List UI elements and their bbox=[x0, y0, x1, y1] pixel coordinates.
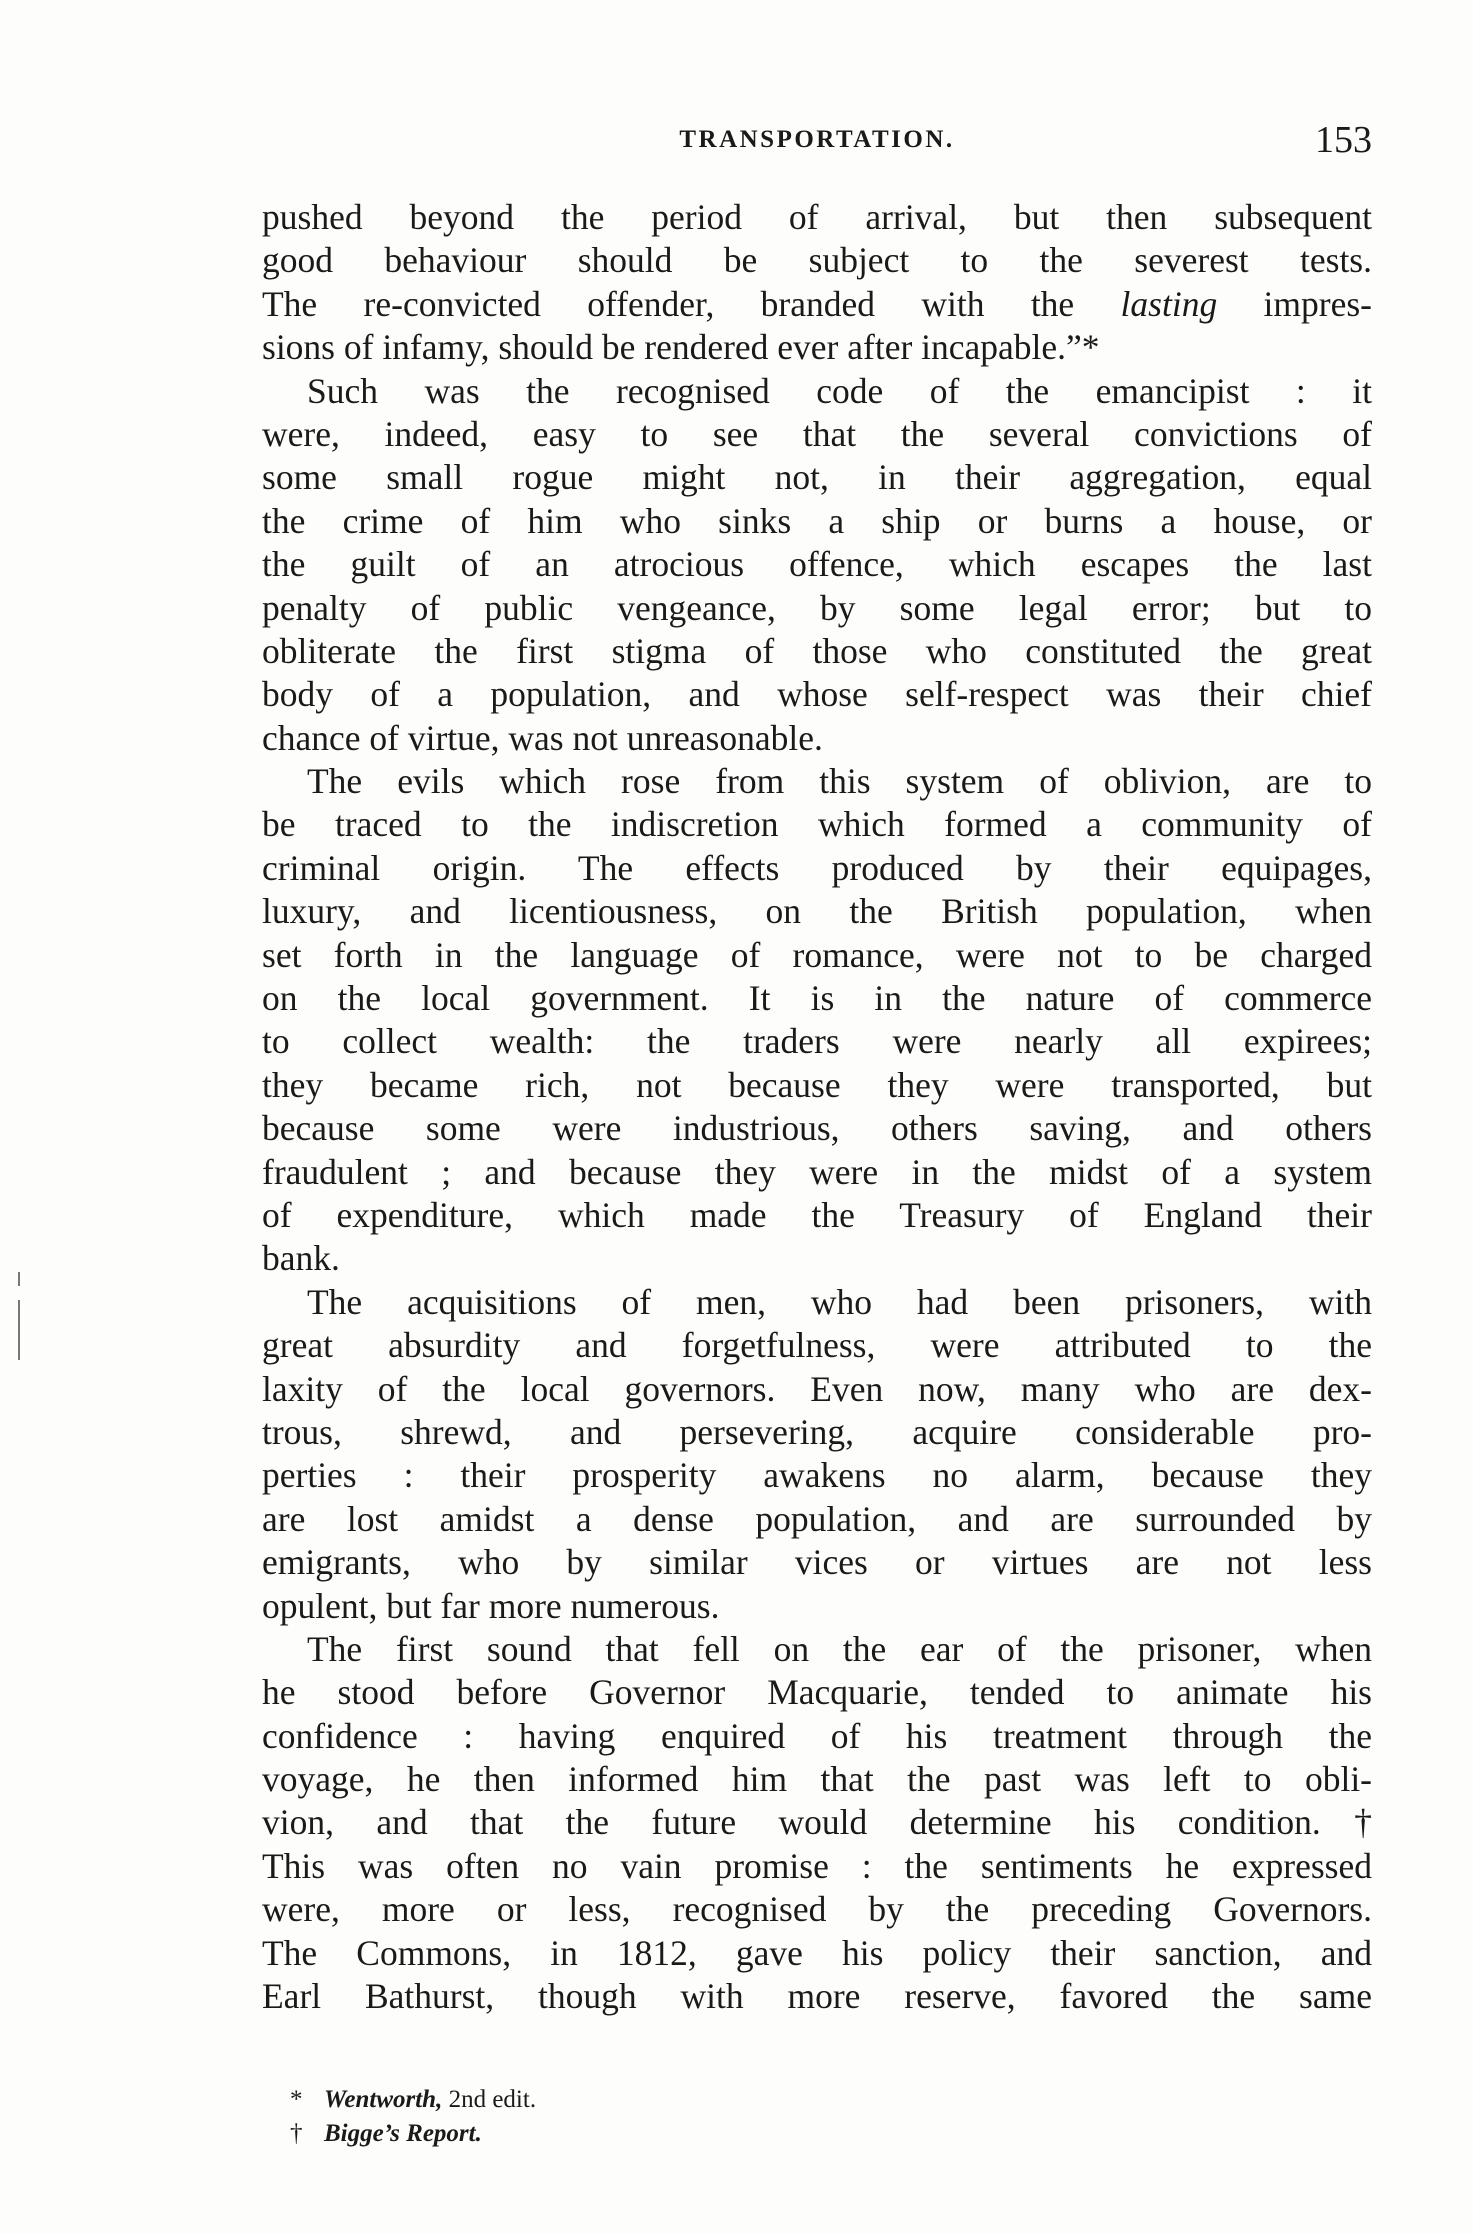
text-line: The acquisitions of men, who had been prisoners, with bbox=[307, 1281, 1372, 1322]
text-line: trous, shrewd, and persevering, acquire considerable pro- bbox=[262, 1411, 1372, 1452]
footnote bbox=[290, 2083, 1090, 2117]
text-line: were, more or less, recognised by the preceding Governors. bbox=[262, 1889, 1372, 1930]
footnote bbox=[290, 2117, 1090, 2151]
text-line: perties : their prosperity awakens no alarm, because they bbox=[262, 1455, 1372, 1496]
margin-mark bbox=[18, 1272, 20, 1286]
text-line: voyage, he then informed him that the past was left to obli- bbox=[262, 1759, 1372, 1800]
text-line: laxity of the local governors. Even now, many who are dex- bbox=[262, 1368, 1372, 1409]
text-line: he stood before Governor Macquarie, tended to animate his bbox=[262, 1672, 1372, 1713]
text-line: emigrants, who by similar vices or virtues are not less bbox=[262, 1542, 1372, 1583]
text-line: confidence : having enquired of his treatment through the bbox=[262, 1715, 1372, 1756]
footnote-source: Wentworth, bbox=[324, 2086, 443, 2113]
text-line: be traced to the indiscretion which formed a community of bbox=[262, 804, 1372, 845]
text-segment: The re-convicted offender, branded with the bbox=[262, 283, 1121, 324]
footnote-detail: 2nd edit. bbox=[442, 2086, 537, 2113]
running-head bbox=[262, 118, 1372, 168]
text-line: obliterate the first stigma of those who constituted the great bbox=[262, 630, 1372, 671]
text-line: Such was the recognised code of the emancipist : it bbox=[307, 370, 1372, 411]
text-line: sions of infamy, should be rendered ever after incapable.”* bbox=[262, 327, 1100, 368]
text-line: The first sound that fell on the ear of the prisoner, when bbox=[307, 1628, 1372, 1669]
text-line: penalty of public vengeance, by some legal error; but to bbox=[262, 587, 1372, 628]
text-line: fraudulent ; and because they were in the midst of a system bbox=[262, 1151, 1372, 1192]
italic-word: lasting bbox=[1120, 283, 1218, 324]
text-line: pushed beyond the period of arrival, but then subsequent bbox=[262, 197, 1372, 237]
text-line: on the local government. It is in the nature of commerce bbox=[262, 978, 1372, 1019]
text-line: the crime of him who sinks a ship or burns a house, or bbox=[262, 500, 1372, 541]
text-line: good behaviour should be subject to the severest tests. bbox=[262, 240, 1372, 281]
text-line: bank. bbox=[262, 1238, 340, 1279]
text-line: This was often no vain promise : the sentiments he expressed bbox=[262, 1845, 1372, 1886]
margin-mark bbox=[18, 1300, 20, 1360]
text-line: vion, and that the future would determine his condition.† bbox=[262, 1802, 1372, 1843]
text-line: were, indeed, easy to see that the several convictions of bbox=[262, 413, 1372, 454]
text-line: because some were industrious, others saving, and others bbox=[262, 1108, 1372, 1149]
body-text bbox=[262, 196, 1372, 2018]
text-line: criminal origin. The effects produced by their equipages, bbox=[262, 847, 1372, 888]
footnotes bbox=[290, 2083, 1090, 2151]
running-title: TRANSPORTATION. bbox=[679, 126, 955, 153]
text-segment: impres- bbox=[1217, 283, 1372, 324]
text-line: chance of virtue, was not unreasonable. bbox=[262, 717, 823, 758]
text-line bbox=[262, 283, 1372, 326]
footnote-mark: * bbox=[290, 2086, 303, 2113]
text-line: luxury, and licentiousness, on the British population, when bbox=[262, 891, 1372, 932]
page-number: 153 bbox=[1315, 119, 1372, 161]
text-line: The Commons, in 1812, gave his policy their sanction, and bbox=[262, 1932, 1372, 1973]
text-line: great absurdity and forgetfulness, were attributed to the bbox=[262, 1325, 1372, 1366]
text-line: are lost amidst a dense population, and are surrounded by bbox=[262, 1498, 1372, 1539]
text-line: they became rich, not because they were transported, but bbox=[262, 1064, 1372, 1105]
text-line: to collect wealth: the traders were nearly all expirees; bbox=[262, 1021, 1372, 1062]
text-line: body of a population, and whose self-respect was their chief bbox=[262, 674, 1372, 715]
text-line: set forth in the language of romance, were not to be charged bbox=[262, 934, 1372, 975]
text-line: some small rogue might not, in their aggregation, equal bbox=[262, 457, 1372, 498]
text-line: opulent, but far more numerous. bbox=[262, 1585, 720, 1626]
footnote-mark: † bbox=[290, 2120, 303, 2147]
text-line: the guilt of an atrocious offence, which escapes the last bbox=[262, 544, 1372, 585]
text-line: The evils which rose from this system of oblivion, are to bbox=[307, 761, 1372, 802]
footnote-source: Bigge’s Report. bbox=[324, 2120, 482, 2147]
text-line: of expenditure, which made the Treasury of England their bbox=[262, 1194, 1372, 1235]
text-line: Earl Bathurst, though with more reserve, favored the same bbox=[262, 1976, 1372, 2017]
